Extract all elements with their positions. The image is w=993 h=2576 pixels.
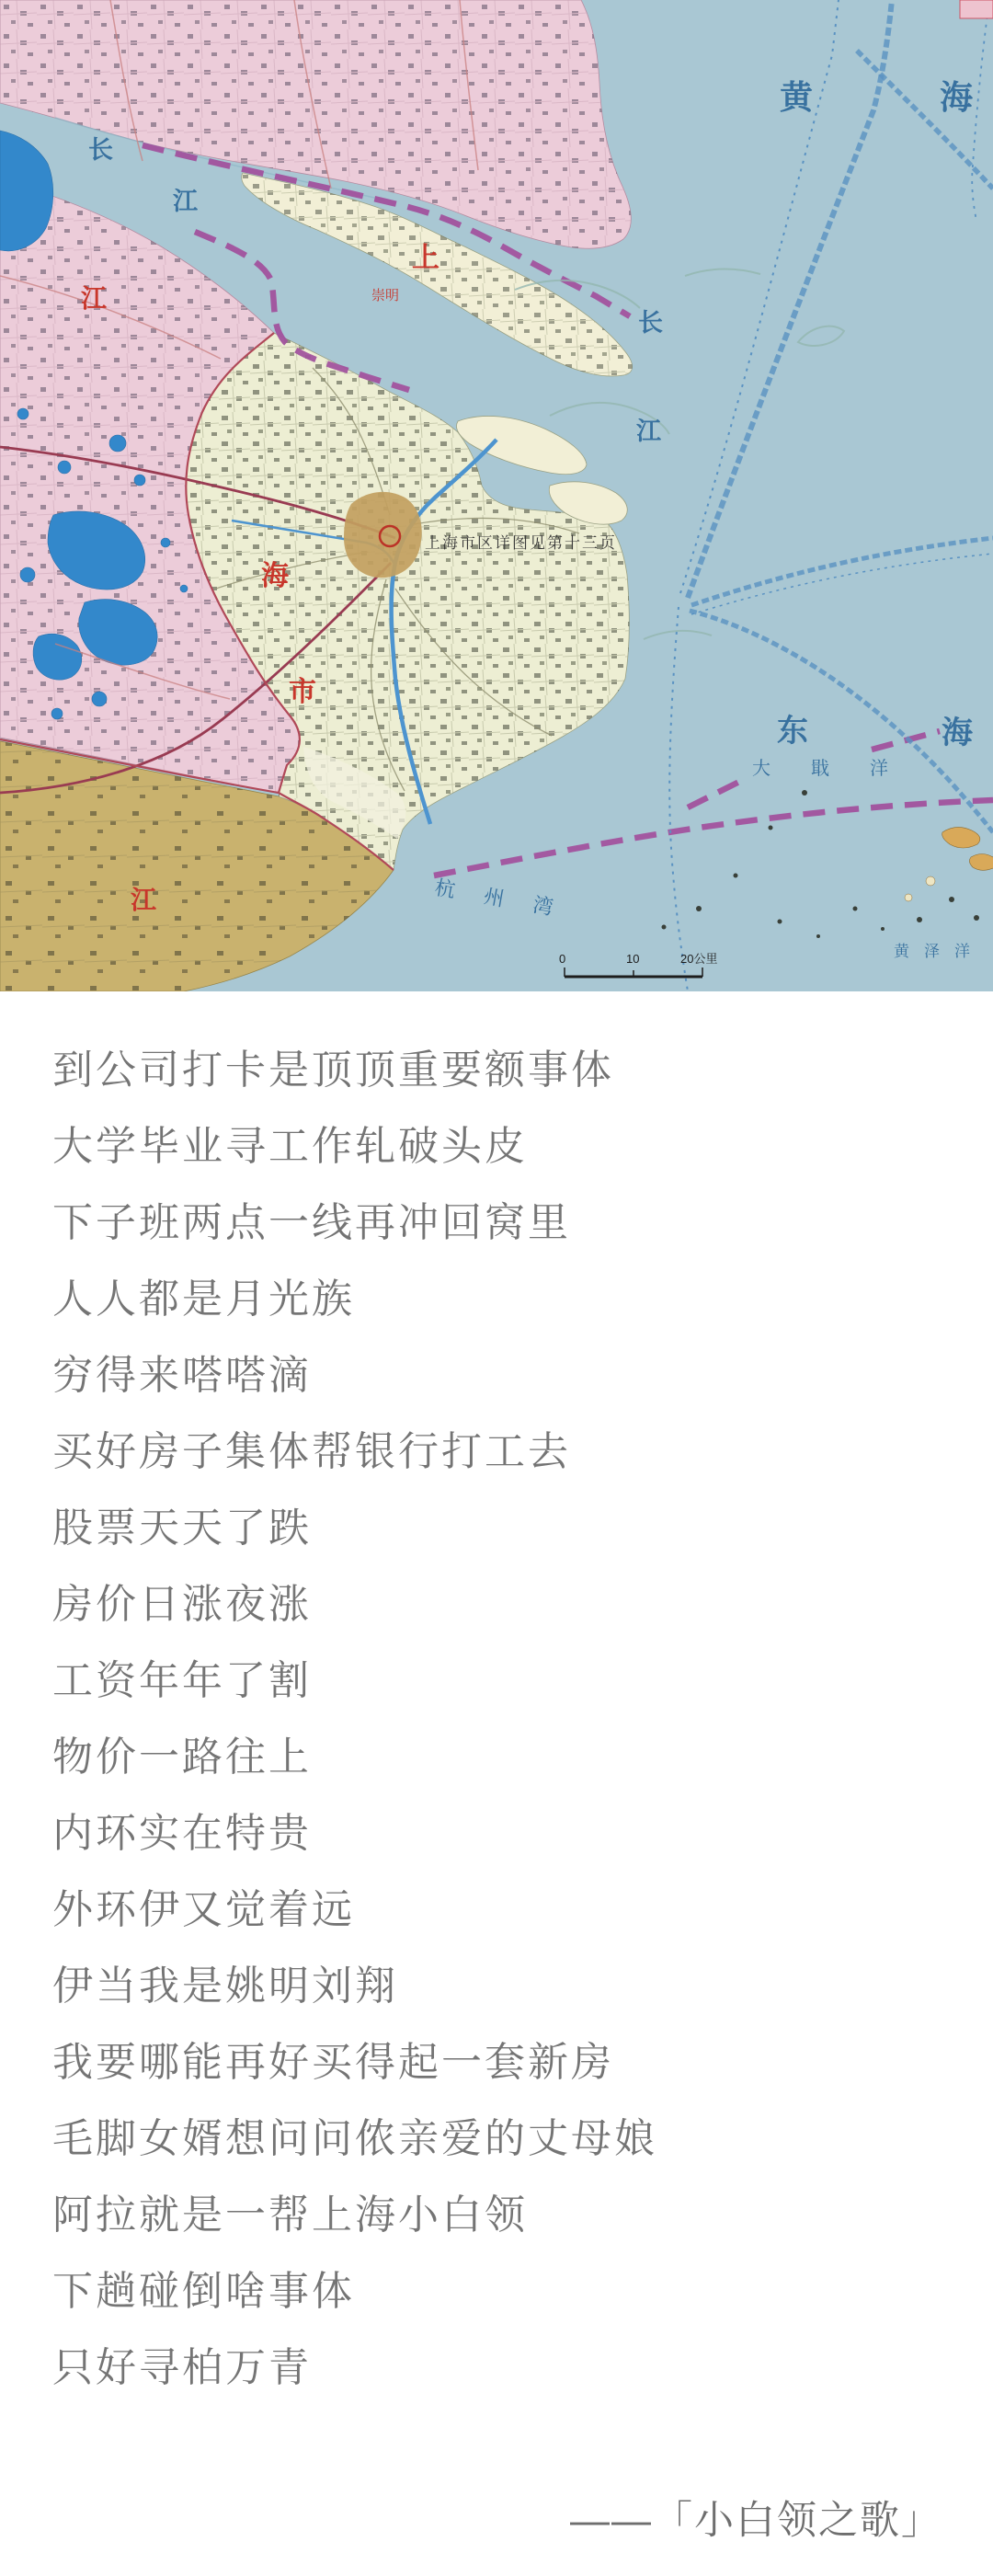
shanghai-atlas-map-image	[0, 0, 993, 991]
lyric-line: 人人都是月光族	[52, 1277, 355, 1322]
lyric-line: 毛脚女婿想问问侬亲爱的丈母娘	[52, 2116, 657, 2161]
changjiang-estuary-char1: 长	[638, 309, 663, 338]
lyric-line: 下子班两点一线再冲回窝里	[52, 1200, 571, 1245]
changjiang-upper-char1: 长	[88, 136, 113, 165]
zhejiang-label-char: 江	[131, 885, 157, 915]
dajiyang-label: 大戢洋	[752, 757, 929, 779]
huanghai-label-char1: 黄	[780, 78, 814, 117]
huanghai-label-char2: 海	[940, 78, 974, 117]
lyric-line: 穷得来嗒嗒滴	[52, 1353, 312, 1398]
lyric-line: 到公司打卡是顶顶重要额事体	[52, 1048, 614, 1093]
changjiang-estuary-char2: 江	[636, 418, 661, 446]
donghai-label-char2: 海	[942, 715, 973, 751]
shanghai-map-svg	[0, 0, 993, 991]
song-attribution: ——「小白领之歌」	[570, 2499, 942, 2543]
changjiang-upper-char2: 江	[173, 188, 198, 216]
lyric-line: 房价日涨夜涨	[52, 1582, 312, 1627]
lyric-line: 买好房子集体帮银行打工去	[52, 1429, 571, 1474]
donghai-label-char1: 东	[777, 713, 808, 750]
chongming-seat-label: 崇明	[371, 287, 400, 303]
map-corner-inset	[960, 0, 993, 18]
hangzhouwan-label: 杭州湾	[432, 876, 584, 926]
shanghai-label-char1: 上	[412, 242, 439, 274]
map-annotation: 上海市区详图见第十三页	[425, 534, 617, 552]
urban-area	[344, 492, 422, 578]
lyric-line: 下趟碰倒啥事体	[52, 2269, 355, 2314]
scale-tick-20km: 20公里	[680, 952, 718, 966]
shanghai-label-char2: 海	[261, 560, 289, 592]
lyric-line: 股票天天了跌	[52, 1506, 312, 1551]
scale-tick-10: 10	[626, 952, 640, 966]
lyric-line: 我要哪能再好买得起一套新房	[52, 2040, 614, 2085]
lyric-line: 工资年年了割	[52, 1658, 312, 1703]
lyric-line: 阿拉就是一帮上海小白领	[52, 2192, 528, 2238]
lyric-line: 大学毕业寻工作轧破头皮	[52, 1124, 528, 1169]
lyric-line: 只好寻柏万青	[52, 2345, 312, 2390]
lyric-line: 内环实在特贵	[52, 1811, 312, 1856]
lyric-line: 物价一路往上	[52, 1735, 312, 1780]
scale-tick-0: 0	[559, 952, 566, 966]
huangzeyang-label: 黄泽洋	[894, 943, 985, 961]
lyric-line: 外环伊又觉着远	[52, 1887, 355, 1932]
jiangsu-label-char: 江	[81, 283, 108, 314]
lyrics-block	[0, 1032, 993, 2406]
lyric-line: 伊当我是姚明刘翔	[52, 1963, 398, 2009]
shanghai-label-char3: 市	[289, 676, 316, 708]
